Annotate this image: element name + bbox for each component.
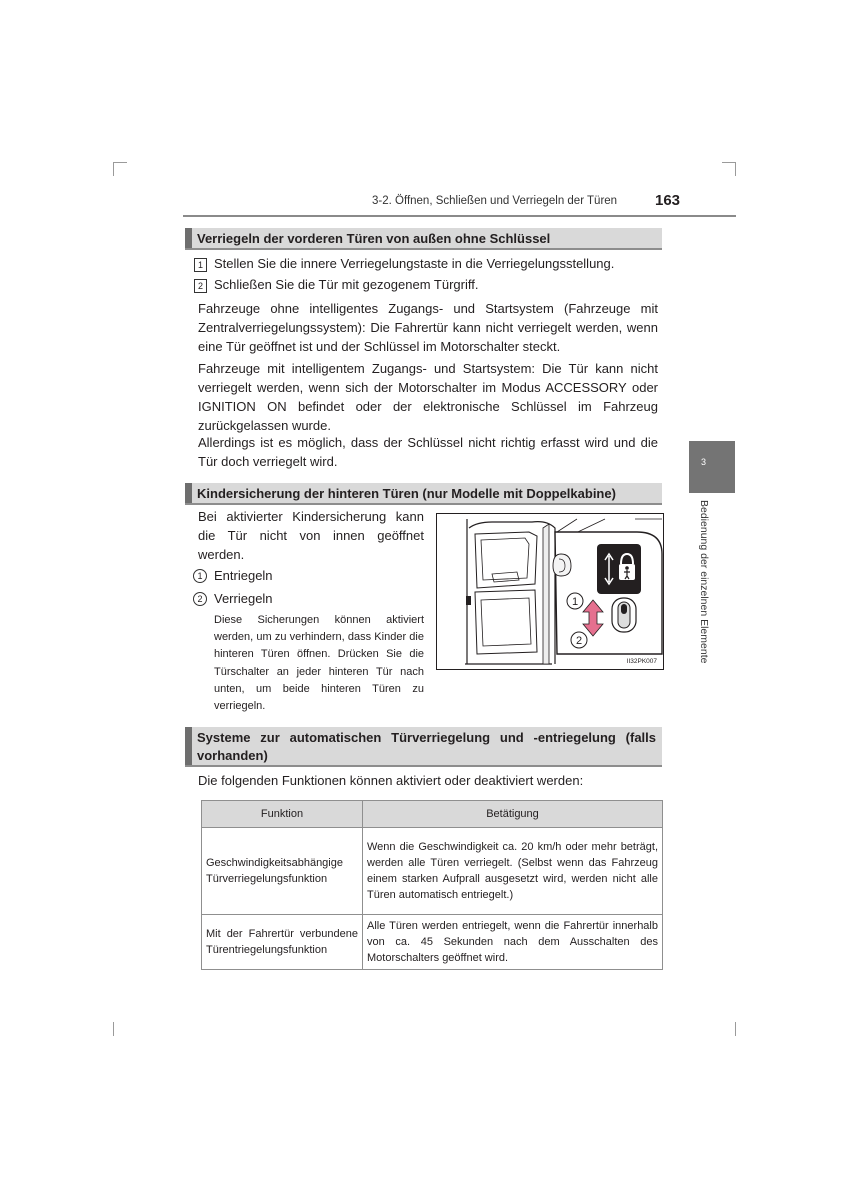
body-paragraph: Fahrzeuge ohne intelligentes Zugangs- und Startsystem (Fahrzeuge mit Zentralverriegelungssystem): Die Fahrertür kann nicht verriegelt werden, wenn eine Tür geöffnet ist und der Schlüssel im Motorschalter steckt. xyxy=(198,301,658,354)
step-text: Stellen Sie die innere Verriegelungstaste in die Verriegelungsstellung. xyxy=(214,256,615,271)
table-row xyxy=(202,915,663,970)
door-lock-drawing xyxy=(437,514,663,669)
table-cell: Mit der Fahrertür verbundene Türentriegelungsfunktion xyxy=(202,915,363,970)
crop-mark xyxy=(113,1022,114,1036)
figure-callout-2: 2 xyxy=(575,635,583,647)
item-label: Verriegeln xyxy=(214,591,273,606)
section-title: Kindersicherung der hinteren Türen (nur Modelle mit Doppelkabine) xyxy=(197,486,616,501)
crop-mark xyxy=(113,162,114,176)
figure-callout-1: 1 xyxy=(571,596,579,608)
functions-table xyxy=(201,800,663,970)
figure-code: II32PK007 xyxy=(626,658,657,665)
step-number-box: 1 xyxy=(194,258,207,272)
crop-mark xyxy=(113,162,127,163)
child-lock-illustration xyxy=(436,513,664,670)
chapter-tab-number: 3 xyxy=(701,457,707,467)
step-number-box: 2 xyxy=(194,279,207,293)
section-marker xyxy=(185,228,192,248)
chapter-tab xyxy=(689,441,735,493)
table-cell: Wenn die Geschwindigkeit ca. 20 km/h oder mehr beträgt, werden alle Türen verriegelt. (Selbst wenn das Fahrzeug einem starken Aufprall ausgesetzt wird, werden nicht alle Türen automatisch entriegelt.) xyxy=(363,828,663,915)
page-number: 163 xyxy=(655,192,681,209)
callout-number: 1 xyxy=(193,569,207,583)
body-paragraph: Fahrzeuge mit intelligentem Zugangs- und Startsystem: Die Tür kann nicht verriegelt werden, wenn sich der Motorschalter im Modus ACCESSORY oder IGNITION ON befindet oder der elektronische Schlüssel im Fahrzeug zurückgelassen wurde. xyxy=(198,361,658,433)
section-title: Systeme zur automatischen Türverriegelung und -entriegelung (falls vorhanden) xyxy=(197,730,656,763)
item-label: Entriegeln xyxy=(214,568,273,583)
table-row xyxy=(202,828,663,915)
note-paragraph: Diese Sicherungen können aktiviert werden, um zu verhindern, dass Kinder die hinteren Türen öffnen. Drücken Sie die Türschalter an jeder hinteren Tür nach unten, um beide hinteren Türen zu verriegeln. xyxy=(214,614,424,713)
table-header: Betätigung xyxy=(363,801,663,828)
section-heading xyxy=(185,727,662,767)
section-title: Verriegeln der vorderen Türen von außen ohne Schlüssel xyxy=(197,231,551,246)
running-header-title: 3-2. Öffnen, Schließen und Verriegeln der Türen xyxy=(372,195,618,207)
section-heading xyxy=(185,228,662,250)
section-marker xyxy=(185,727,192,765)
section-heading xyxy=(185,483,662,505)
table-header-row xyxy=(202,801,663,828)
body-paragraph: Bei aktivierter Kindersicherung kann die Tür nicht von innen geöffnet werden. xyxy=(198,509,424,562)
body-paragraph: Allerdings ist es möglich, dass der Schlüssel nicht richtig erfasst wird und die Tür doch verriegelt wird. xyxy=(198,435,658,469)
step-text: Schließen Sie die Tür mit gezogenem Türgriff. xyxy=(214,277,479,292)
chapter-tab-label: Bedienung der einzelnen Elemente xyxy=(698,500,710,664)
table-cell: Geschwindigkeitsabhängige Türverriegelungsfunktion xyxy=(202,828,363,915)
table-header: Funktion xyxy=(202,801,363,828)
section-marker xyxy=(185,483,192,503)
table-cell: Alle Türen werden entriegelt, wenn die Fahrertür innerhalb von ca. 45 Sekunden nach dem Ausschalten des Motorschalters geöffnet wird. xyxy=(363,915,663,970)
crop-mark xyxy=(722,162,736,163)
body-paragraph: Die folgenden Funktionen können aktiviert oder deaktiviert werden: xyxy=(198,773,584,788)
crop-mark xyxy=(735,162,736,176)
crop-mark xyxy=(735,1022,736,1036)
callout-number: 2 xyxy=(193,592,207,606)
header-rule xyxy=(183,215,736,217)
